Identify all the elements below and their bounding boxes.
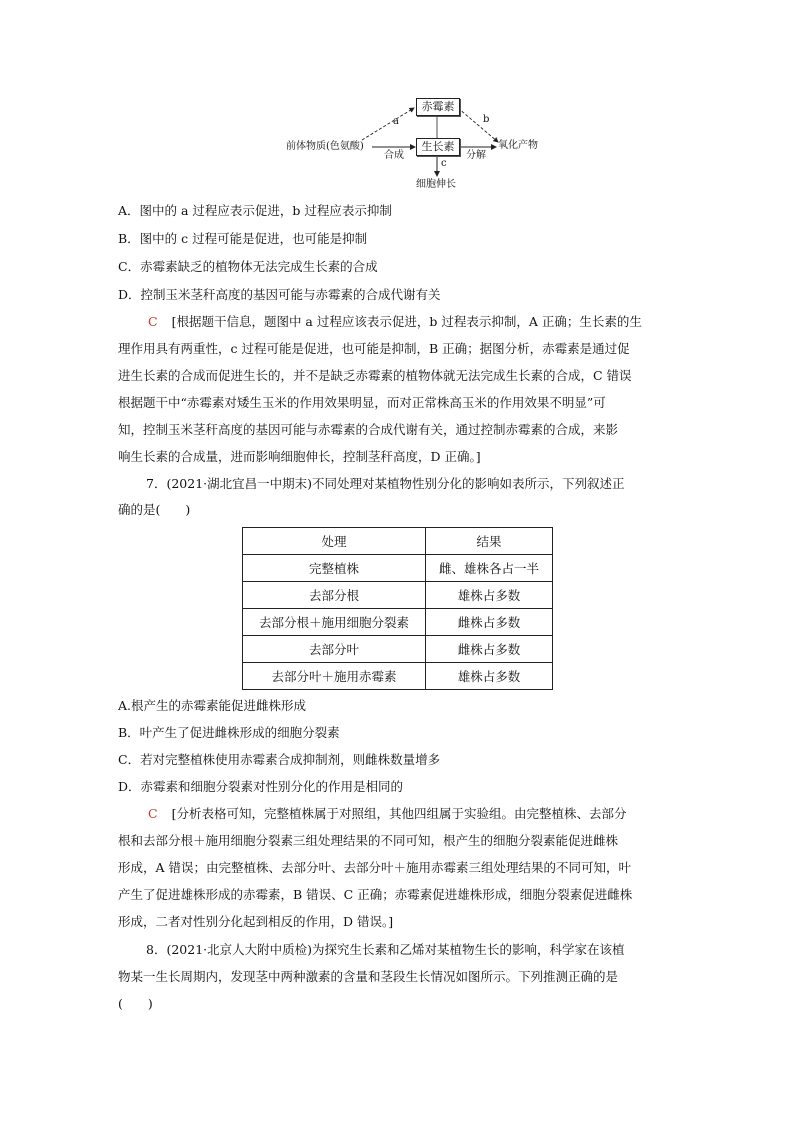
- q8-stem-line-3: ( ): [118, 996, 153, 1011]
- q6-explanation-line-1: [148, 314, 642, 330]
- table-row: [243, 609, 553, 636]
- decompose-label: 分解: [466, 150, 486, 161]
- table-cell: 去部分叶＋施用赤霉素: [243, 663, 426, 690]
- oxidation-label: 氧化产物: [498, 140, 538, 151]
- q6-explanation-line-3: 进生长素的合成而促进生长的，并不是缺乏赤霉素的植物体就无法完成生长素的合成，C 错误: [118, 368, 632, 383]
- q6-option-c: C．赤霉素缺乏的植物体无法完成生长素的合成: [118, 259, 378, 274]
- table-header-row: [243, 528, 553, 555]
- q7-answer: C: [148, 806, 158, 821]
- synthesis-label: 合成: [384, 150, 404, 161]
- q7-option-d: D．赤霉素和细胞分裂素对性别分化的作用是相同的: [118, 779, 404, 794]
- table-header-treatment: 处理: [243, 528, 426, 555]
- table-row: [243, 555, 553, 582]
- q7-explanation-text-1: [分析表格可知，完整植株属于对照组，其他四组属于实验组。由完整植株、去部分: [171, 806, 627, 821]
- q7-explanation-line-4: 产生了促进雄株形成的赤霉素，B 错误、C 正确；赤霉素促进雄株形成，细胞分裂素促进雌株: [118, 887, 633, 902]
- table-row: [243, 636, 553, 663]
- q6-explanation-line-5: 知，控制玉米茎秆高度的基因可能与赤霉素的合成代谢有关，通过控制赤霉素的合成，来影: [118, 422, 619, 437]
- arrow-a: [362, 108, 414, 140]
- q6-option-a: A．图中的 a 过程应表示促进，b 过程应表示抑制: [118, 203, 392, 218]
- q7-option-a: A.根产生的赤霉素能促进雌株形成: [118, 698, 307, 713]
- table-cell: 去部分根: [243, 582, 426, 609]
- q8-stem-line-2: 物某一生长周期内，发现茎中两种激素的含量和茎段生长情况如图所示。下列推测正确的是: [118, 969, 619, 984]
- q6-explanation-line-4: 根据题干中“赤霉素对矮生玉米的作用效果明显，而对正常株高玉米的作用效果不明显”可: [118, 395, 606, 410]
- table-cell: 雌株占多数: [426, 609, 553, 636]
- q6-option-d: D．控制玉米茎秆高度的基因可能与赤霉素的合成代谢有关: [118, 287, 441, 302]
- label-b: b: [483, 114, 490, 125]
- table-cell: 雌、雄株各占一半: [426, 555, 553, 582]
- q7-explanation-line-1: [148, 806, 626, 822]
- q6-option-b: B．图中的 c 过程可能是促进，也可能是抑制: [118, 231, 368, 246]
- table-cell: 雄株占多数: [426, 582, 553, 609]
- q6-explanation-line-2: 理作用具有两重性，c 过程可能是促进，也可能是抑制，B 正确；据图分析，赤霉素是通过促: [118, 341, 630, 356]
- q6-explanation-text-1: [根据题干信息，题图中 a 过程应该表示促进，b 过程表示抑制，A 正确；生长素的生: [171, 314, 642, 329]
- hormone-diagram: [280, 92, 550, 192]
- q7-stem-line-1: 7．(2021·湖北宜昌一中期末)不同处理对某植物性别分化的影响如表所示，下列叙述正: [146, 476, 625, 491]
- q6-explanation-line-6: 响生长素的合成量，进而影响细胞伸长，控制茎秆高度，D 正确。]: [118, 449, 481, 464]
- table-cell: 去部分叶: [243, 636, 426, 663]
- table-header-result: 结果: [426, 528, 553, 555]
- q6-answer: C: [148, 314, 158, 329]
- table-cell: 雌株占多数: [426, 636, 553, 663]
- q7-option-b: B．叶产生了促进雌株形成的细胞分裂素: [118, 725, 340, 740]
- label-c: c: [441, 158, 447, 169]
- q7-explanation-line-2: 根和去部分根＋施用细胞分裂素三组处理结果的不同可知，根产生的细胞分裂素能促进雌株: [118, 833, 619, 848]
- table-cell: 雄株占多数: [426, 663, 553, 690]
- arrow-b: [458, 108, 498, 142]
- table-row: [243, 582, 553, 609]
- q7-explanation-line-5: 形成，二者对性别分化起到相反的作用，D 错误。]: [118, 914, 394, 929]
- q7-option-c: C．若对完整植株使用赤霉素合成抑制剂，则雌株数量增多: [118, 752, 441, 767]
- gibberellin-box: 赤霉素: [416, 98, 460, 116]
- table-row: [243, 663, 553, 690]
- auxin-box: 生长素: [416, 138, 460, 156]
- q7-explanation-line-3: 形成，A 错误；由完整植株、去部分叶、去部分叶＋施用赤霉素三组处理结果的不同可知，叶: [118, 860, 632, 875]
- label-a: a: [393, 116, 399, 127]
- q7-table: [242, 527, 553, 690]
- q7-stem-line-2: 确的是( ): [118, 502, 191, 517]
- table-cell: 完整植株: [243, 555, 426, 582]
- precursor-label: 前体物质(色氨酸): [286, 141, 364, 152]
- cell-elongation-label: 细胞伸长: [416, 179, 456, 190]
- q8-stem-line-1: 8．(2021·北京人大附中质检)为探究生长素和乙烯对某植物生长的影响，科学家在该植: [146, 942, 625, 957]
- table-cell: 去部分根＋施用细胞分裂素: [243, 609, 426, 636]
